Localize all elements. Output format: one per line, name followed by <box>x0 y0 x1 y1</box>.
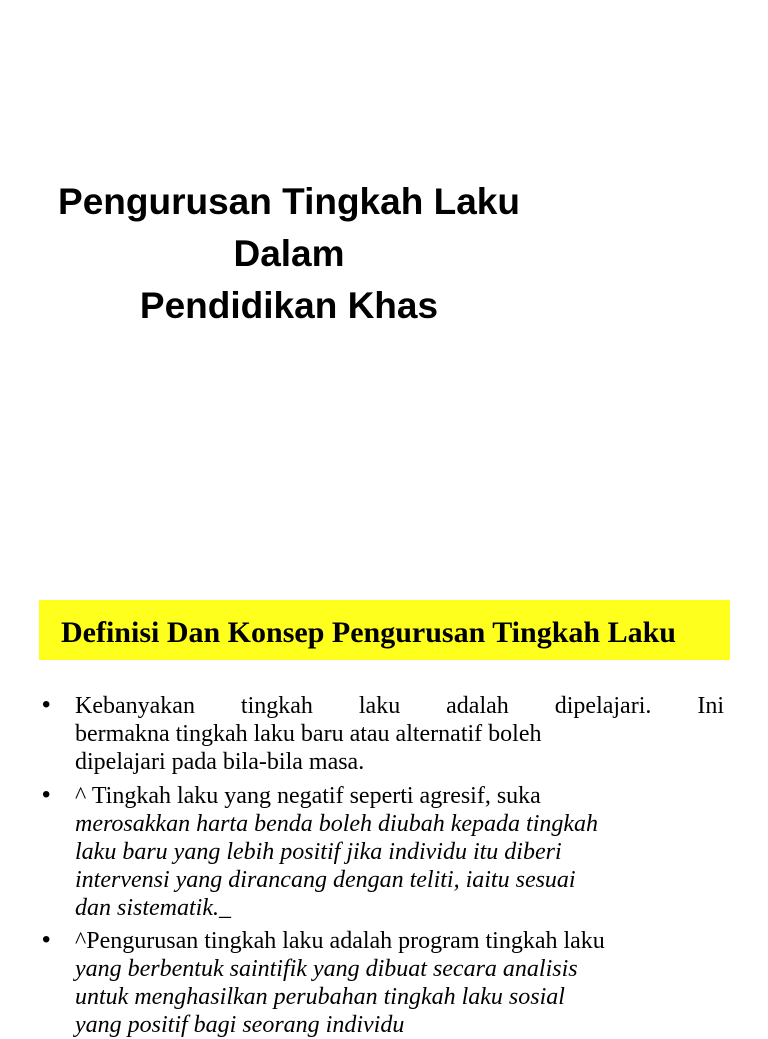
bullet-2-line-2: merosakkan harta benda boleh diubah kepada tingkah <box>75 811 599 837</box>
bullet-2-line-1: ^ Tingkah laku yang negatif seperti agresif, suka <box>75 783 541 809</box>
bullet-marker-3: • <box>42 926 51 953</box>
bullet-marker-1: • <box>42 691 51 718</box>
bullet-3-line-4: yang positif bagi seorang individu <box>75 1012 405 1038</box>
bullet-3-line-1: ^Pengurusan tingkah laku adalah program tingkah laku <box>75 928 605 954</box>
bullet-2-line-3: laku baru yang lebih positif jika individu itu diberi <box>75 839 562 865</box>
bullet-2-line-5: dan sistematik._ <box>75 895 231 921</box>
bullet-2-line-4: intervensi yang dirancang dengan teliti, iaitu sesuai <box>75 867 576 893</box>
section-subtitle: Definisi Dan Konsep Pengurusan Tingkah Laku <box>61 616 676 649</box>
title-line-2: Dalam <box>233 233 345 274</box>
bullet-marker-2: • <box>42 781 51 808</box>
title-line-3: Pendidikan Khas <box>139 285 439 326</box>
title-line-1: Pengurusan Tingkah Laku <box>58 181 520 222</box>
bullet-1-line-2: bermakna tingkah laku baru atau alternatif boleh <box>75 721 542 747</box>
bullet-1-line-3: dipelajari pada bila-bila masa. <box>75 749 365 775</box>
bullet-3-line-2: yang berbentuk saintifik yang dibuat secara analisis <box>75 956 578 982</box>
bullet-1-line-1: Kebanyakan tingkah laku adalah dipelajari. Ini <box>75 693 724 719</box>
bullet-3-line-3: untuk menghasilkan perubahan tingkah laku sosial <box>75 984 565 1010</box>
